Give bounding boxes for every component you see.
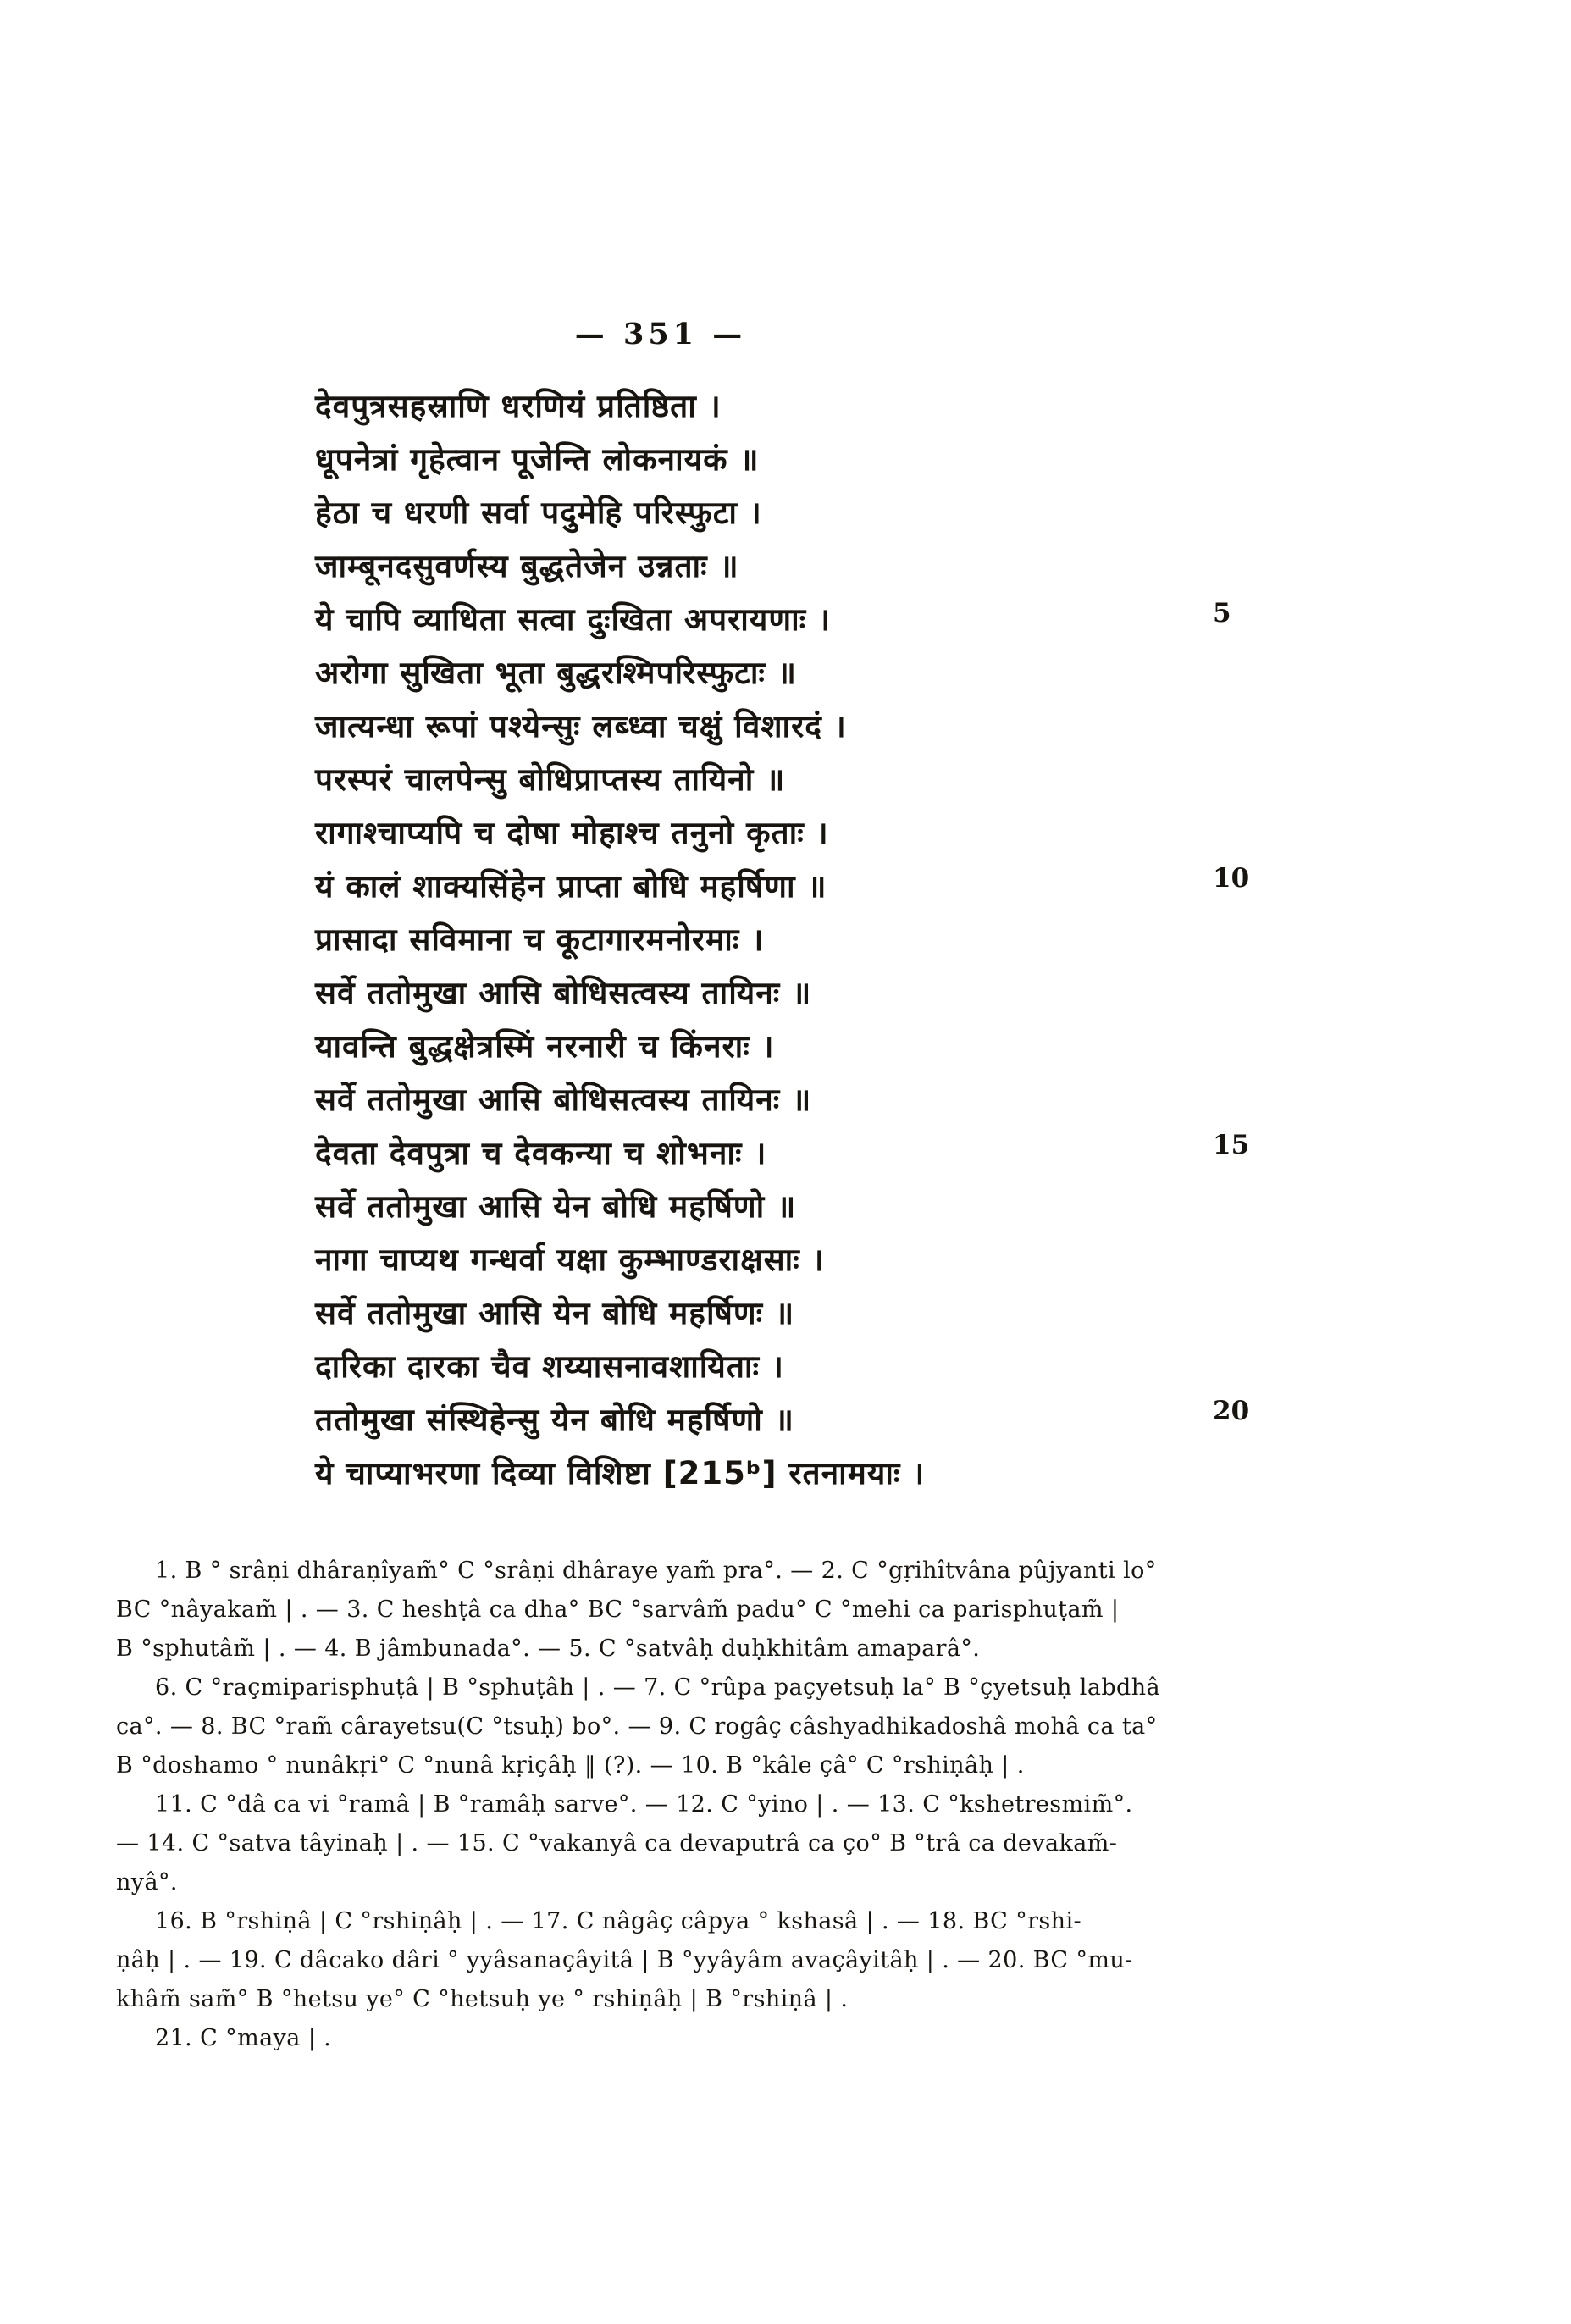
verse-line-15: देवता देवपुत्रा च देवकन्या च शोभनाः । (315, 1135, 767, 1171)
verse-line-4: जाम्बूनदसुवर्णस्य बुद्धतेजेन उन्नताः ॥ (315, 548, 739, 584)
footnote-line-10: 16. B °rshiṇâ | C °rshiṇâḥ | . — 17. C nâgâç câpya ° kshasâ | . — 18. BC °rshi- (155, 1908, 1082, 1934)
verse-line-6: अरोगा सुखिता भूता बुद्धरश्मिपरिस्फुटाः ॥ (315, 655, 797, 691)
verse-line-17: नागा चाप्यथ गन्धर्वा यक्षा कुम्भाण्डराक्षसाः । (315, 1242, 825, 1278)
verse-line-14: सर्वे ततोमुखा आसि बोधिसत्वस्य तायिनः ॥ (315, 1082, 812, 1118)
verse-line-9: रागाश्चाप्यपि च दोषा मोहाश्च तनुनो कृताः । (315, 815, 829, 851)
verse-line-2: धूपनेत्रां गृहेत्वान पूजेन्ति लोकनायकं ॥ (315, 441, 760, 478)
verse-line-7: जात्यन्धा रूपां पश्येन्सुः लब्ध्वा चक्षुं विशारदं । (315, 708, 847, 744)
verse-line-8: परस्परं चालपेन्सु बोधिप्राप्तस्य तायिनो ॥ (315, 761, 786, 798)
margin-line-number-5: 5 (1213, 598, 1231, 628)
verse-line-13: यावन्ति बुद्धक्षेत्रस्मिं नरनारी च किंनराः । (315, 1028, 775, 1065)
footnote-line-2: BC °nâyakam̃ | . — 3. C heshṭâ ca dha° BC °sarvâm̃ padu° C °mehi ca parisphuṭam̃ | (116, 1596, 1120, 1623)
verse-line-3: हेठा च धरणी सर्वा पदुमेहि परिस्फुटा । (315, 495, 762, 531)
margin-line-number-10: 10 (1213, 863, 1250, 894)
footnote-line-13: 21. C °maya | . (155, 2025, 332, 2051)
verse-line-16: सर्वे ततोमुखा आसि येन बोधि महर्षिणो ॥ (315, 1188, 797, 1225)
critical-apparatus (116, 1552, 1225, 2058)
verse-line-21: ये चाप्याभरणा दिव्या विशिष्टा [215ᵇ] रतनामयाः । (315, 1455, 926, 1491)
footnote-line-6: B °doshamo ° nunâkṛi° C °nunâ kṛiçâḥ ‖ (?). — 10. B °kâle çâ° C °rshiṇâḥ | . (116, 1752, 1025, 1779)
footnote-line-1: 1. B ° srâṇi dhâraṇîyam̃° C °srâṇi dhâraye yam̃ pra°. — 2. C °gṛihîtvâna pûjyanti lo° (155, 1558, 1157, 1584)
verse-line-1: देवपुत्रसहस्राणि धरणियं प्रतिष्ठिता । (315, 388, 722, 424)
footnote-line-12: khâm̃ sam̃° B °hetsu ye° C °hetsuḥ ye ° rshiṇâḥ | B °rshiṇâ | . (116, 1986, 849, 2012)
footnote-line-3: B °sphutâm̃ | . — 4. B jâmbunada°. — 5. C °satvâḥ duḥkhitâm amaparâ°. (116, 1635, 981, 1662)
page-number: — 351 — (574, 317, 747, 351)
verse-line-5: ये चापि व्याधिता सत्वा दुःखिता अपरायणाः । (315, 601, 832, 638)
verse-block (315, 379, 1145, 1500)
verse-line-19: दारिका दारका चैव शय्यासनावशायिताः । (315, 1348, 784, 1385)
footnote-line-9: nyâ°. (116, 1869, 178, 1895)
verse-line-12: सर्वे ततोमुखा आसि बोधिसत्वस्य तायिनः ॥ (315, 975, 812, 1011)
verse-line-18: सर्वे ततोमुखा आसि येन बोधि महर्षिणः ॥ (315, 1295, 795, 1331)
footnote-line-5: ca°. — 8. BC °ram̃ cârayetsu(C °tsuḥ) bo°. — 9. C rogâç câshyadhikadoshâ mohâ ca ta° (116, 1713, 1158, 1740)
verse-line-11: प्रासादा सविमाना च कूटागारमनोरमाः । (315, 921, 765, 958)
verse-line-10: यं कालं शाक्यसिंहेन प्राप्ता बोधि महर्षिणा ॥ (315, 868, 827, 905)
footnote-line-8: — 14. C °satva tâyinaḥ | . — 15. C °vakanyâ ca devaputrâ ca ço° B °trâ ca devakam̃- (116, 1830, 1118, 1856)
footnote-line-11: ṇâḥ | . — 19. C dâcako dâri ° yyâsanaçâyitâ | B °yyâyâm avaçâyitâḥ | . — 20. BC °mu- (116, 1947, 1133, 1973)
footnote-line-4: 6. C °raçmiparisphuṭâ | B °sphuṭâh | . — 7. C °rûpa paçyetsuḥ la° B °çyetsuḥ labdhâ (155, 1674, 1160, 1701)
verse-line-20: ततोमुखा संस्थिहेन्सु येन बोधि महर्षिणो ॥ (315, 1402, 794, 1438)
margin-line-number-15: 15 (1213, 1130, 1250, 1160)
margin-line-number-20: 20 (1213, 1396, 1250, 1426)
footnote-line-7: 11. C °dâ ca vi °ramâ | B °ramâḥ sarve°. — 12. C °yino | . — 13. C °kshetresmim̃°. (155, 1791, 1133, 1818)
